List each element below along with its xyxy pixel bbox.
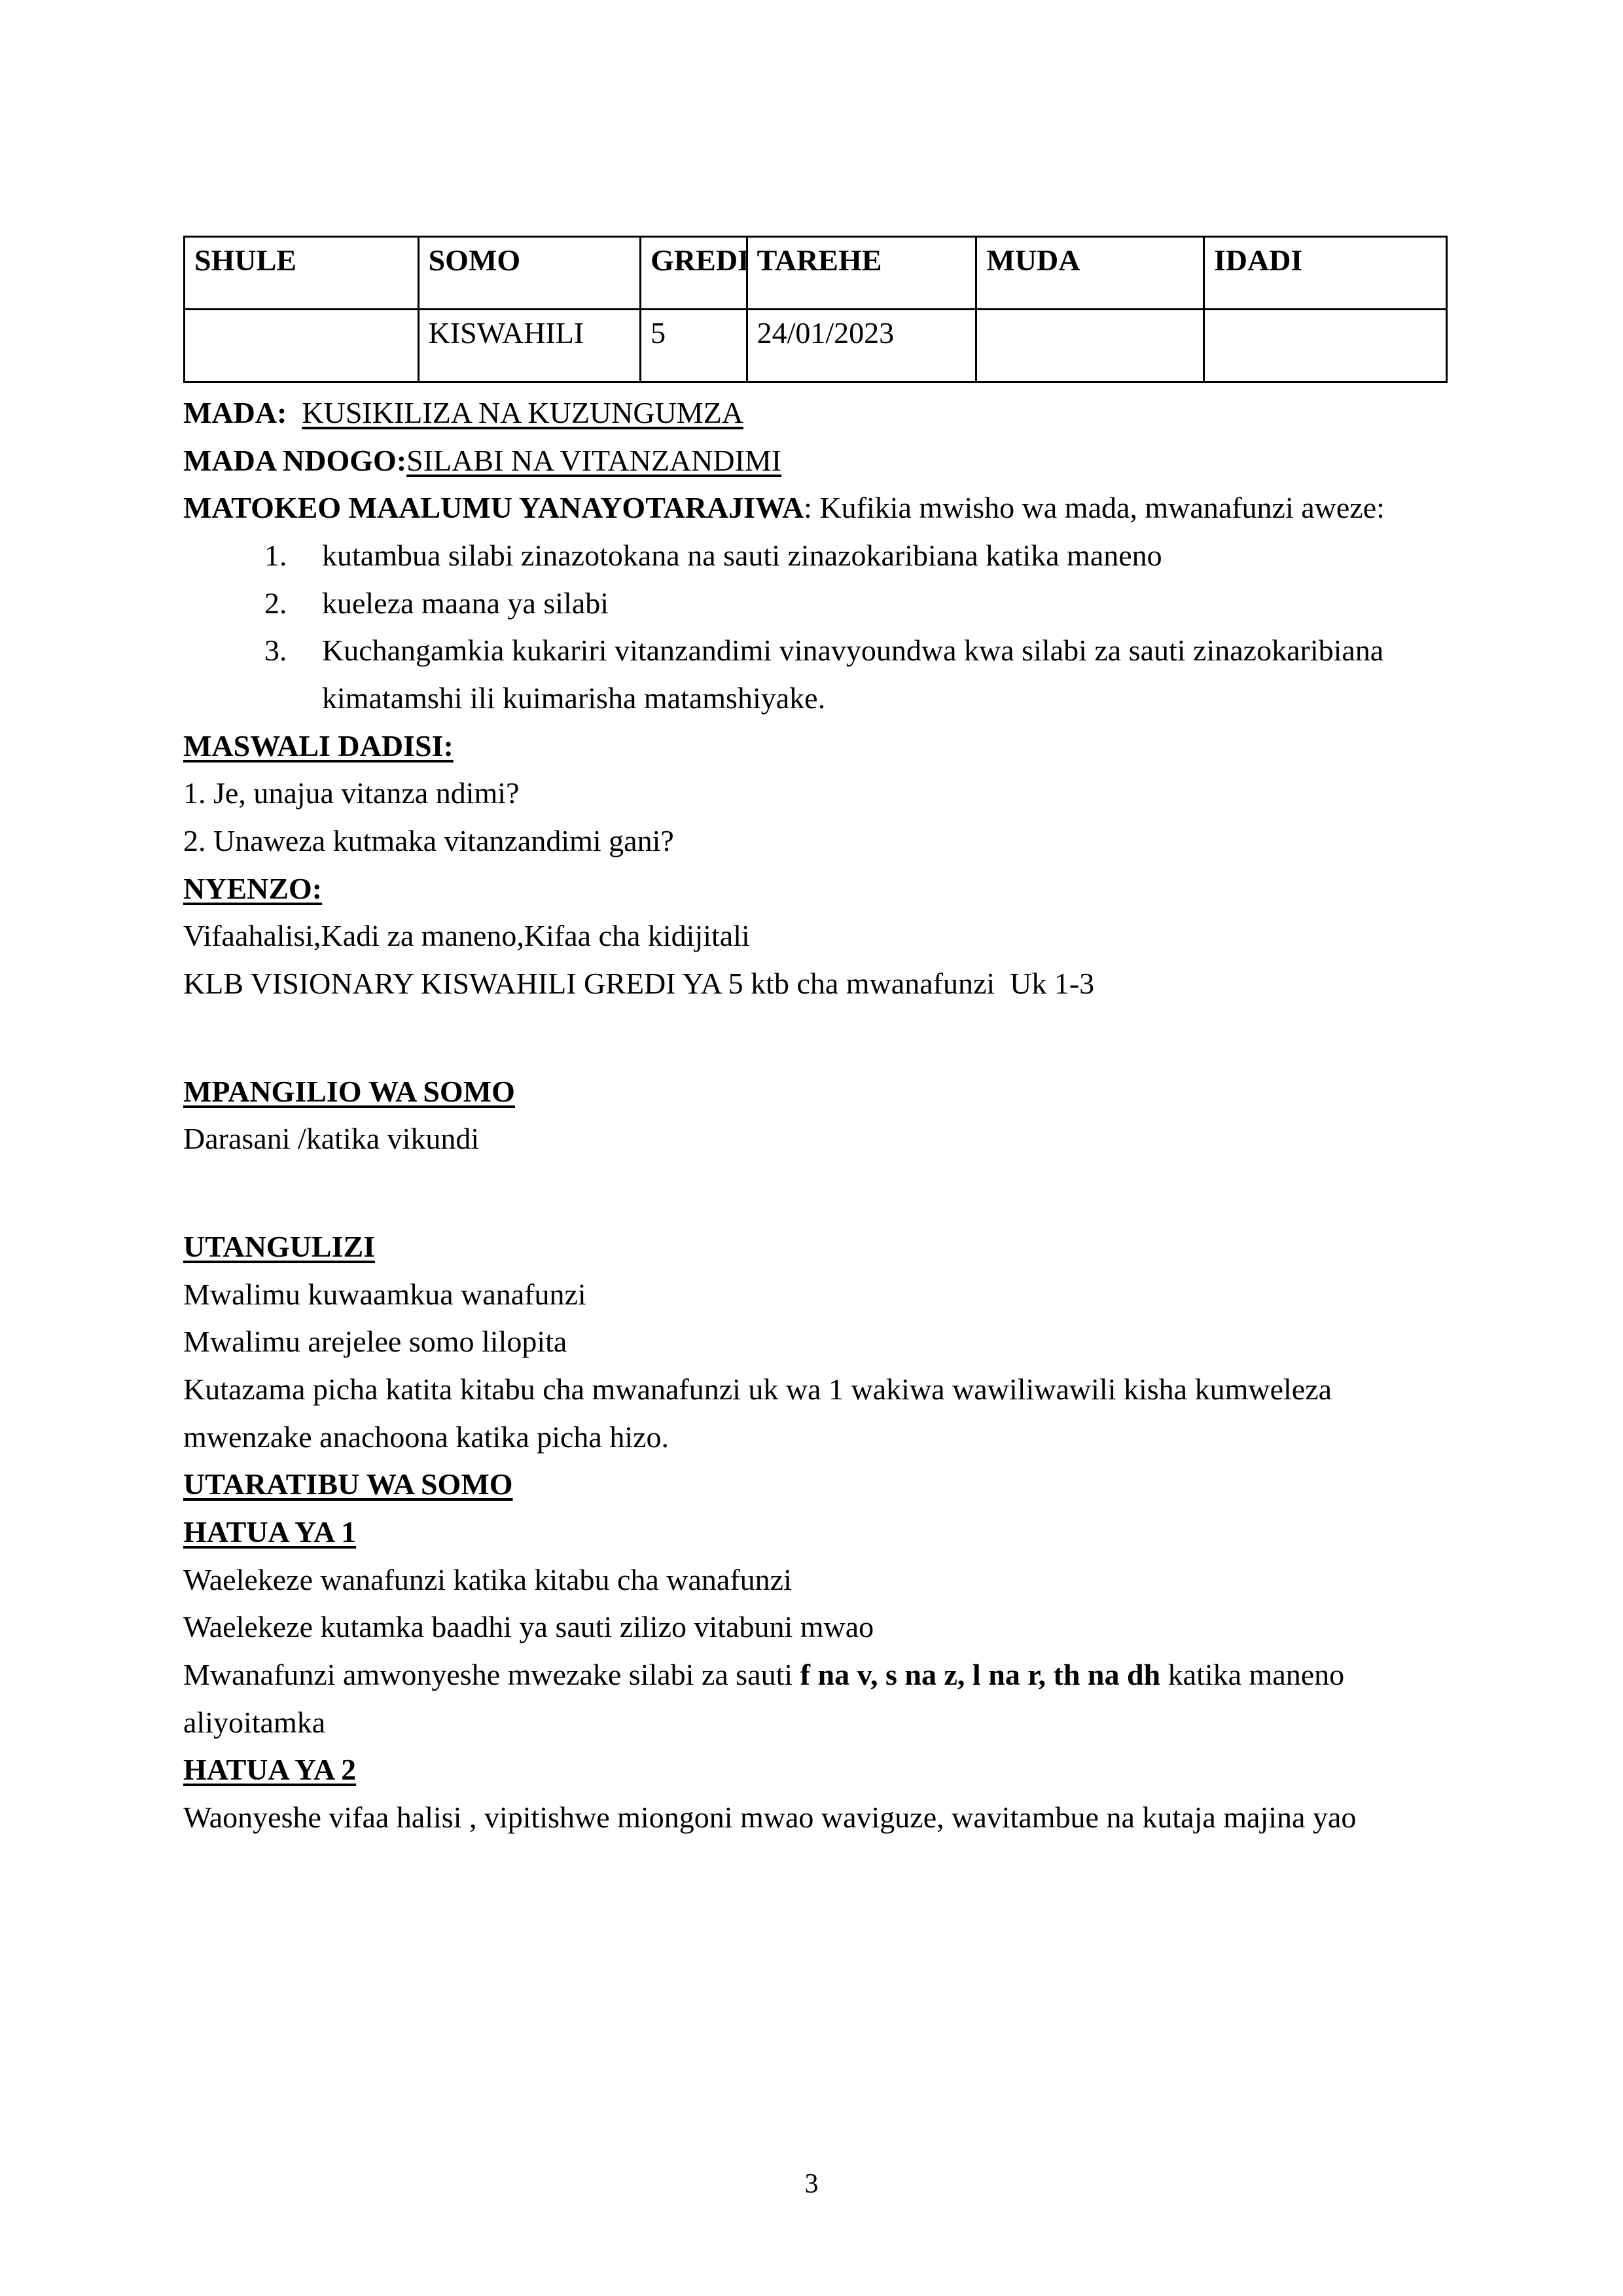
utangulizi-paragraph: Kutazama picha katita kitabu cha mwanafunzi uk wa 1 wakiwa wawiliwawili kisha kumweleza mwenzake anachoona katika picha hizo. [183,1372,1332,1454]
matokeo-label: MATOKEO MAALUMU YANAYOTARAJIWA [183,491,804,525]
mada-ndogo-label: MADA NDOGO: [183,443,407,477]
table-header-gredi: GREDI [641,237,747,310]
mpangilio-line: Darasani /katika vikundi [183,1122,480,1156]
hatua-1-line-2: Waelekeze kutamka baadhi ya sauti zilizo vitabuni mwao [183,1610,874,1644]
nyenzo-line-2: KLB VISIONARY KISWAHILI GREDI YA 5 ktb cha mwanafunzi Uk 1-3 [183,967,1095,1001]
hatua-1-heading [183,1509,1440,1556]
table-cell-tarehe: 24/01/2023 [747,310,976,382]
hatua-1-text-after: katika maneno aliyoitamka [183,1658,1345,1739]
lesson-info-table [183,236,1448,383]
table-row [185,310,1447,382]
table-cell-idadi [1204,310,1446,382]
nyenzo-heading-text: NYENZO: [183,871,323,905]
mada-value: KUSIKILIZA NA KUZUNGUMZA [302,396,744,429]
maswali-heading-text: MASWALI DADISI: [183,728,454,762]
objectives-list [183,532,1440,723]
mada-label: MADA [183,396,277,429]
list-item: 1. kutambua silabi zinazotokana na sauti zinazokaribiana katika maneno [294,532,1440,580]
table-cell-shule [185,310,419,382]
table-header-somo: SOMO [418,237,641,310]
utaratibu-heading [183,1461,1440,1509]
table-cell-gredi: 5 [641,310,747,382]
hatua-2-heading [183,1746,1440,1794]
mada-ndogo-line [183,437,1440,485]
table-header-tarehe: TAREHE [747,237,976,310]
mpangilio-heading-text: MPANGILIO WA SOMO [183,1074,515,1108]
hatua-2-heading-text: HATUA YA 2 [183,1753,357,1787]
mada-line [183,389,1440,437]
table-header-idadi: IDADI [1204,237,1446,310]
utangulizi-heading [183,1223,1440,1271]
matokeo-paragraph [183,484,1440,532]
table-cell-muda [976,310,1204,382]
hatua-2-paragraph: Waonyeshe vifaa halisi , vipitishwe miongoni mwao waviguze, wavitambue na kutaja majina yao [183,1801,1357,1835]
spacer [183,1008,1440,1068]
hatua-1-mixed-paragraph [183,1651,1440,1746]
nyenzo-line-1: Vifaahalisi,Kadi za maneno,Kifaa cha kidijitali [183,919,750,953]
mada-ndogo-value: SILABI NA VITANZANDIMI [406,443,782,477]
hatua-1-text-before: Mwanafunzi amwonyeshe mwezake silabi za sauti [183,1658,800,1692]
utangulizi-line-1: Mwalimu kuwaamkua wanafunzi [183,1277,586,1311]
maswali-item-1: 1. Je, unajua vitanza ndimi? [183,776,520,810]
mpangilio-heading [183,1068,1440,1116]
matokeo-text: : Kufikia mwisho wa mada, mwanafunzi aweze: [804,491,1385,525]
page-number: 3 [804,2169,819,2199]
table-header-shule: SHULE [185,237,419,310]
hatua-1-sound-pairs: f na v, s na z, l na r, th na dh [800,1658,1161,1692]
table-cell-somo: KISWAHILI [418,310,641,382]
mada-separator: : [277,396,302,429]
utangulizi-line-2: Mwalimu arejelee somo lilopita [183,1325,567,1359]
maswali-heading [183,723,1440,770]
spacer [183,1163,1440,1223]
table-header-muda: MUDA [976,237,1204,310]
utaratibu-heading-text: UTARATIBU WA SOMO [183,1467,513,1501]
hatua-1-line-1: Waelekeze wanafunzi katika kitabu cha wanafunzi [183,1562,792,1596]
table-header-row [185,237,1447,310]
hatua-1-heading-text: HATUA YA 1 [183,1515,357,1549]
nyenzo-heading [183,865,1440,913]
maswali-item-2: 2. Unaweza kutmaka vitanzandimi gani? [183,824,674,858]
list-item: 3. Kuchangamkia kukariri vitanzandimi vinavyoundwa kwa silabi za sauti zinazokaribiana kimatamshi ili kuimarisha matamshiyake. [294,627,1440,722]
utangulizi-heading-text: UTANGULIZI [183,1230,376,1264]
list-item: 2. kueleza maana ya silabi [294,580,1440,628]
